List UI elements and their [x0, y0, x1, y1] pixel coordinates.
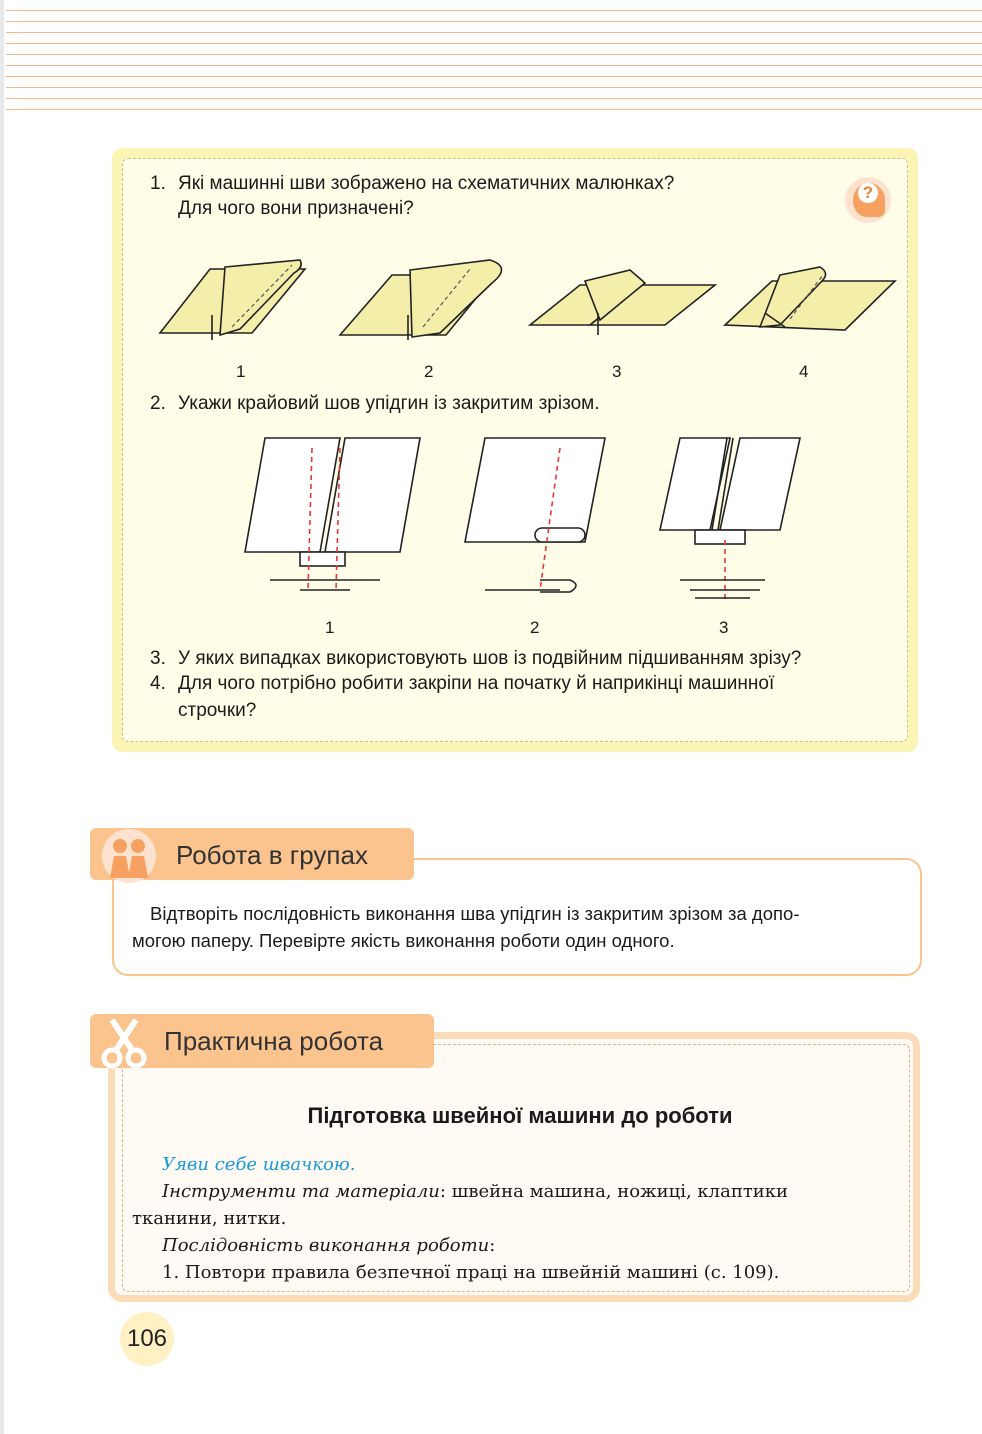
figure-2-label-2: 2 [530, 618, 540, 637]
imagine-line: Уяви себе швачкою. [162, 1154, 356, 1175]
question-4-line2: строчки? [178, 700, 257, 721]
question-1: 1. Які машинні шви зображено на схематичних малюнках? [150, 173, 675, 194]
question-3: 3. У яких випадках використовують шов із подвійним підшиванням зрізу? [150, 648, 802, 669]
question-head-icon: ? [845, 177, 891, 223]
figure-1-label-1: 1 [236, 362, 246, 381]
tools-line: Інструменти та матеріали: швейна машина, ножиці, клаптики [162, 1181, 789, 1202]
question-2: 2. Укажи крайовий шов упідгин із закритим зрізом. [150, 393, 600, 414]
figure-1-label-2: 2 [424, 362, 434, 381]
figure-1-label-3: 3 [612, 362, 622, 381]
step-1: 1. Повтори правила безпечної праці на швейній машині (с. 109). [162, 1262, 780, 1283]
sequence-line: Послідовність виконання роботи: [162, 1235, 496, 1256]
group-work-text: Відтворіть послідовність виконання шва упідгин із закритим зрізом за допо- могою паперу. Перевірте якість виконання роботи один одного. [132, 903, 800, 951]
seam-diagrams-figure-1 [140, 245, 900, 355]
group-icon [98, 828, 160, 884]
hem-seam-diagrams-figure-2 [240, 430, 810, 615]
scissors-icon [96, 1014, 152, 1070]
question-4: 4. Для чого потрібно робити закріпи на початку й наприкінці машинної [150, 673, 775, 694]
practical-work-title: Практична робота [164, 1026, 384, 1056]
figure-2-label-1: 1 [325, 618, 335, 637]
figure-1-label-4: 4 [799, 362, 809, 381]
practical-heading: Підготовка швейної машини до роботи [307, 1103, 733, 1128]
question-1-line2: Для чого вони призначені? [178, 198, 414, 219]
group-work-title: Робота в групах [176, 840, 368, 870]
figure-2-label-3: 3 [719, 618, 729, 637]
page-number: 106 [120, 1312, 174, 1366]
header-ruled-lines [6, 0, 982, 110]
tools-line2: тканини, нитки. [132, 1208, 287, 1229]
page-edge [0, 0, 4, 1434]
